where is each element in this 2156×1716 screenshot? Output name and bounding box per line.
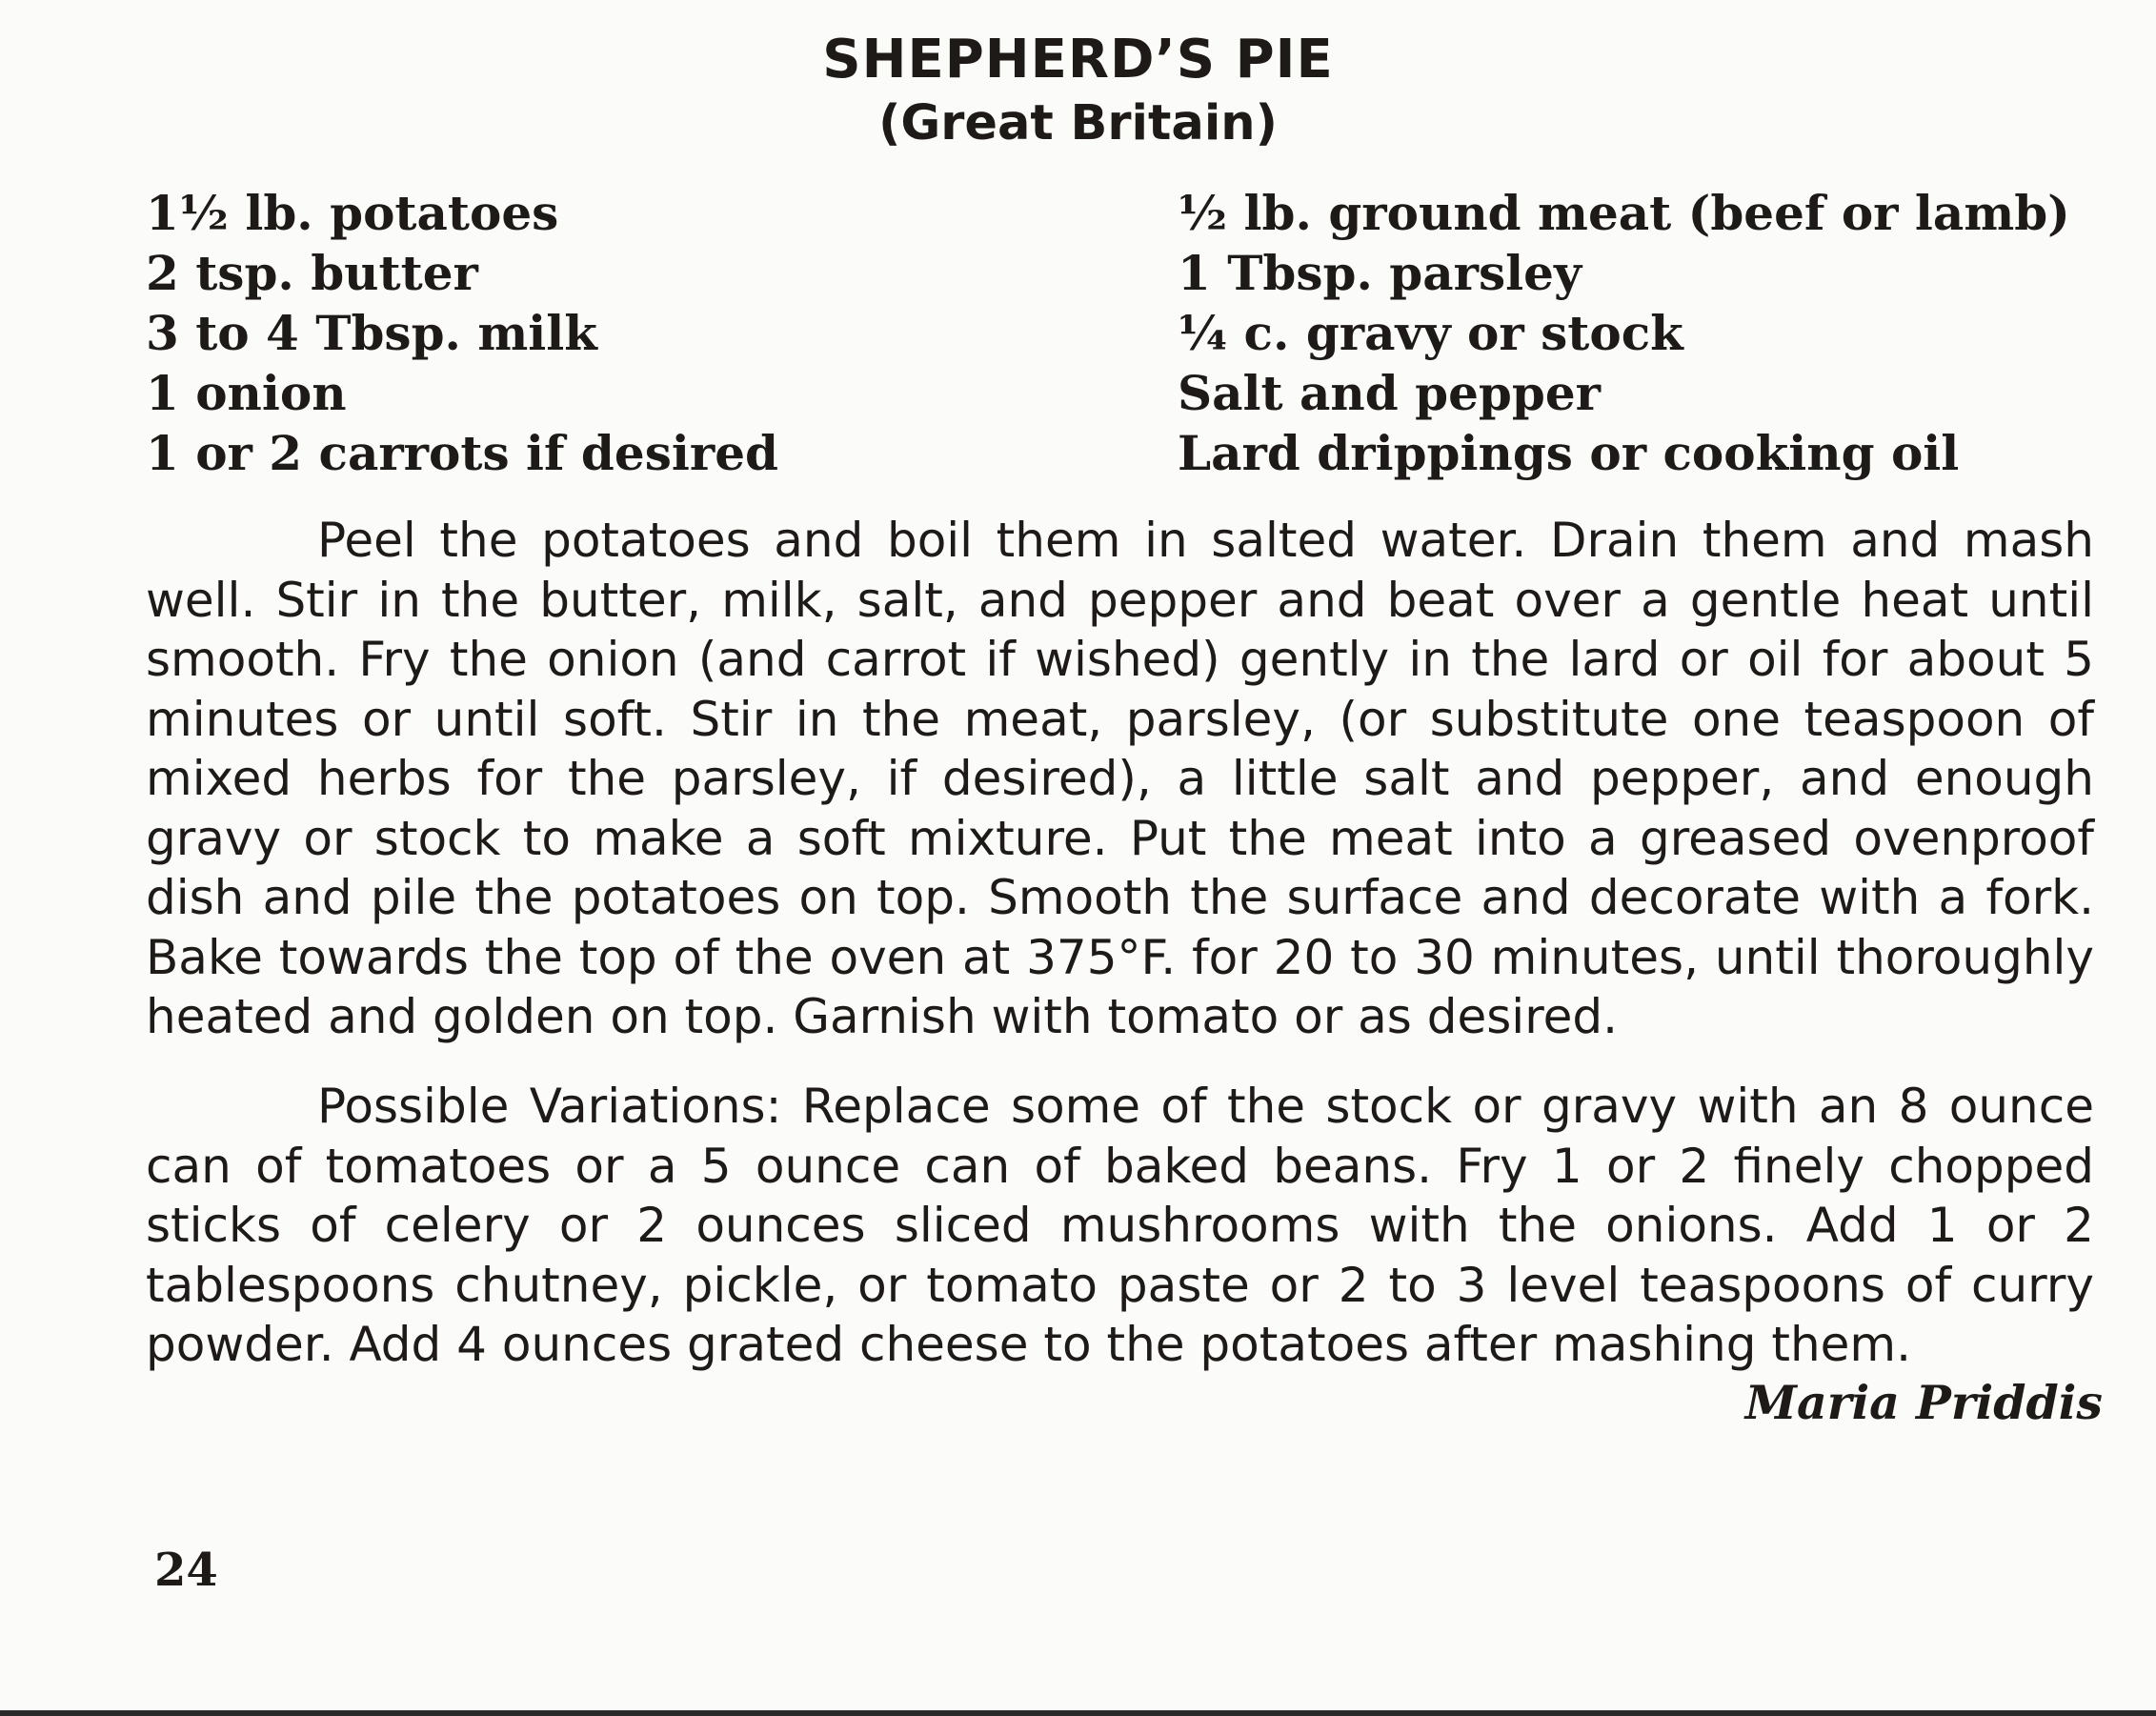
ingredients-list-left <box>146 183 778 483</box>
ingredient-item: 1 or 2 carrots if desired <box>146 425 778 481</box>
ingredient-item: ¼ c. gravy or stock <box>1178 305 1683 361</box>
variations-text: Possible Variations: Replace some of the stock or gravy with an 8 ounce can of tomatoes or a 5 ounce can of baked beans. Fry 1 or 2 finely chopped sticks of celery or 2 ounces sliced mushrooms with the onions. Add 1 or 2 tablespoons chutney, pickle, or tomato paste or 2 to 3 level teaspoons of curry powder. Add 4 ounces grated cheese to the potatoes after mashing them. <box>146 1079 2094 1372</box>
directions-text: Peel the potatoes and boil them in salted water. Drain them and mash well. Stir in the butter, milk, salt, and pepper and beat over a gentle heat until smooth. Fry the onion (and carrot if wished) gently in the lard or oil for about 5 minutes or until soft. Stir in the meat, parsley, (or substitute one teaspoon of mixed herbs for the parsley, if desired), a little salt and pepper, and enough gravy or stock to make a soft mixture. Put the meat into a greased ovenproof dish and pile the potatoes on top. Smooth the surface and decorate with a fork. Bake towards the top of the oven at 375°F. for 20 to 30 minutes, until thoroughly heated and golden on top. Garnish with tomato or as desired. <box>146 513 2094 1044</box>
recipe-origin: (Great Britain) <box>878 95 1278 151</box>
variations-paragraph <box>146 1077 2094 1375</box>
ingredient-item: 1 Tbsp. parsley <box>1178 245 1582 301</box>
directions-paragraph <box>146 511 2094 1047</box>
ingredient-item: Salt and pepper <box>1178 365 1601 421</box>
ingredients-list-right <box>1178 183 2070 483</box>
bottom-edge-rule <box>0 1710 2156 1716</box>
ingredient-item: 2 tsp. butter <box>146 245 478 301</box>
ingredient-item: 1½ lb. potatoes <box>146 185 559 241</box>
recipe-title: SHEPHERD’S PIE <box>822 29 1334 91</box>
ingredient-item: Lard drippings or cooking oil <box>1178 425 1960 481</box>
ingredient-item: 3 to 4 Tbsp. milk <box>146 305 597 361</box>
contributor-name: Maria Priddis <box>1744 1375 2103 1430</box>
ingredient-item: 1 onion <box>146 365 347 421</box>
page-number: 24 <box>154 1544 218 1597</box>
ingredient-item: ½ lb. ground meat (beef or lamb) <box>1178 185 2070 241</box>
